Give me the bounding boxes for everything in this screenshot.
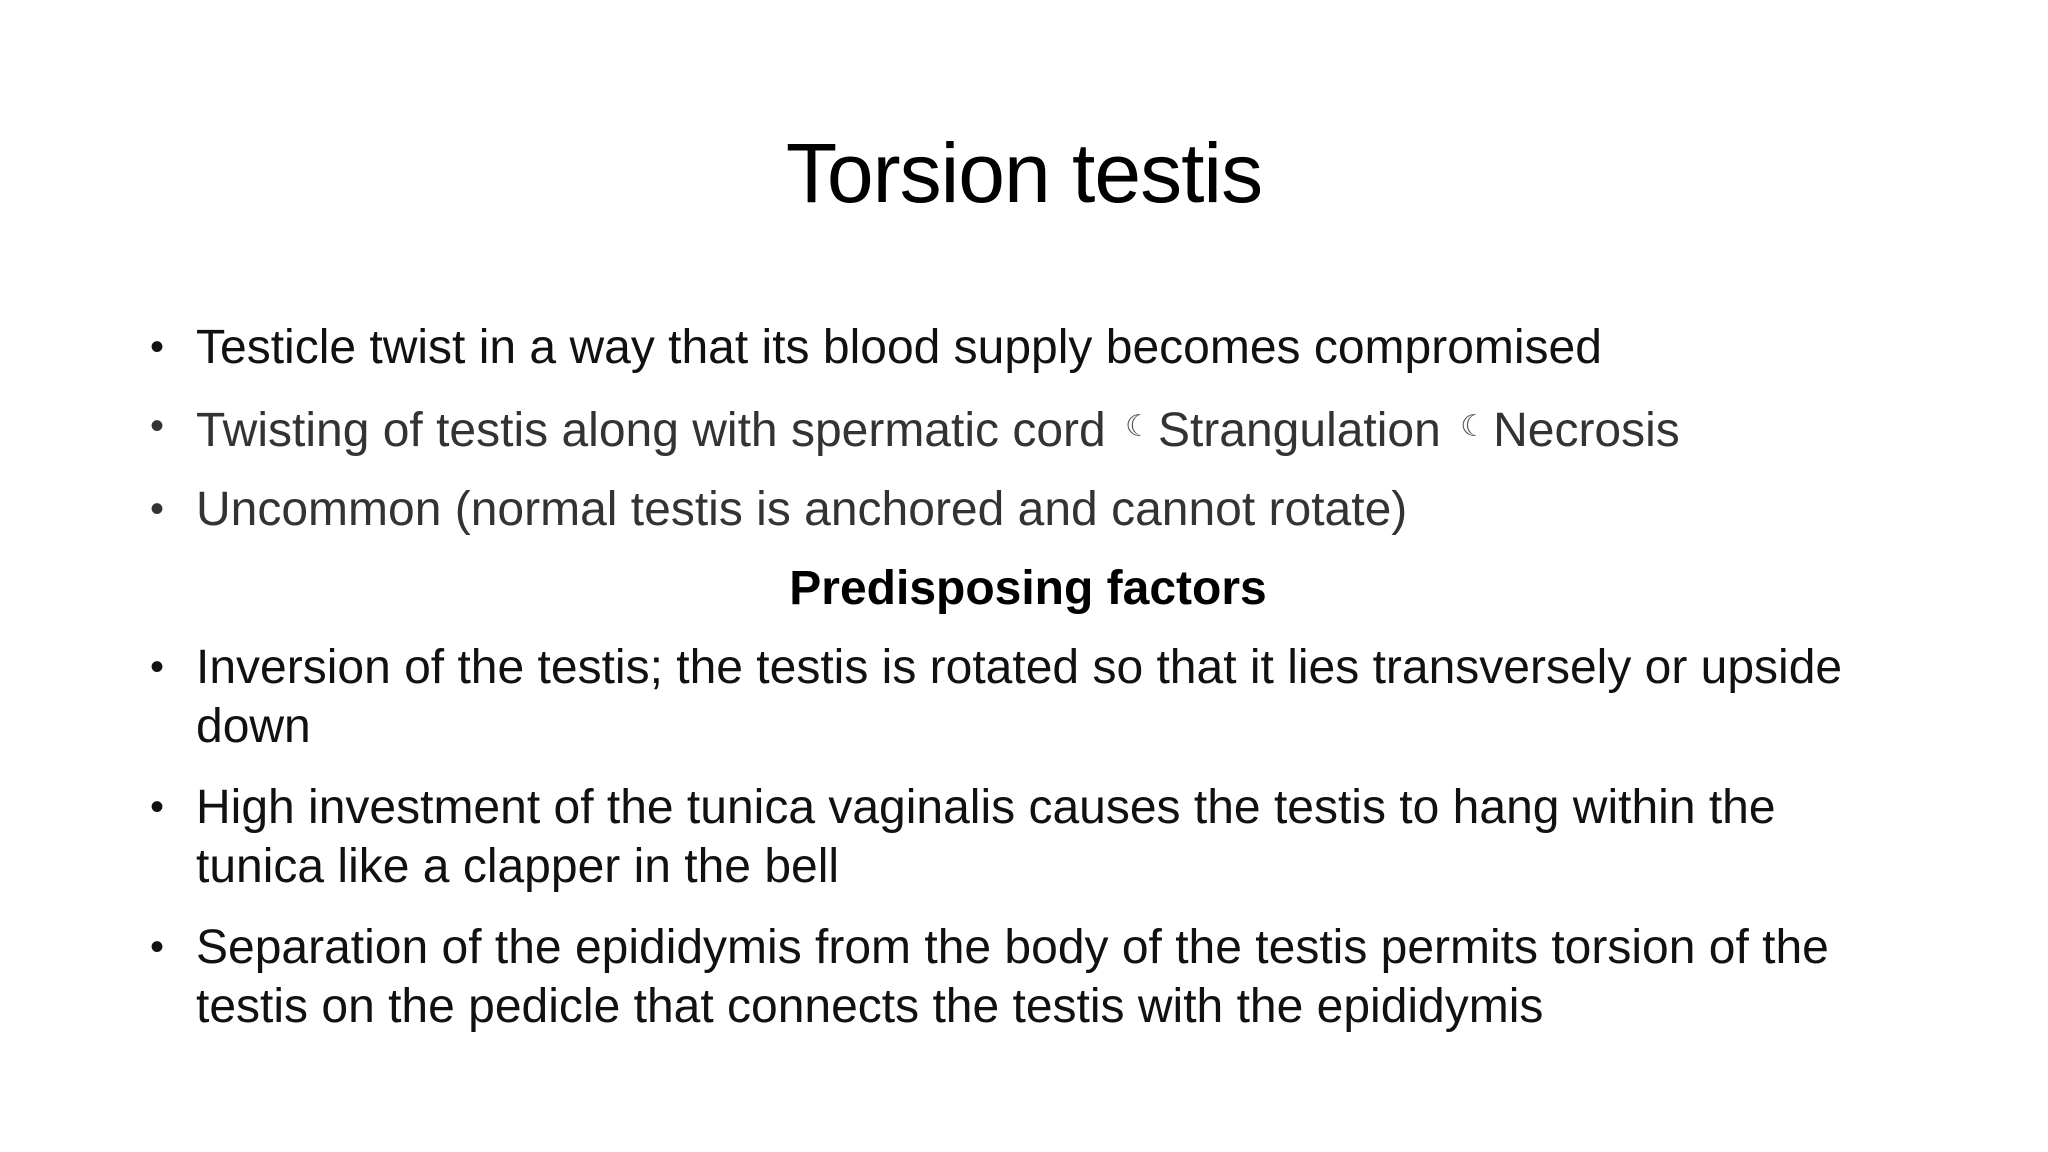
bullet-text: Separation of the epididymis from the body of the testis permits torsion of the testis on the pedicle that connects the testis with the epididymis: [196, 921, 1829, 1033]
bullet-item: [148, 318, 1908, 377]
bullet-item: [148, 638, 1908, 756]
bullet-icon: •: [150, 487, 165, 531]
bullet-text: Strangulation: [1157, 404, 1441, 457]
bullet-text: Uncommon (normal testis is anchored and cannot rotate): [196, 483, 1408, 536]
bullet-item: [148, 397, 1908, 460]
bullet-icon: •: [150, 645, 165, 689]
bullet-text: Inversion of the testis; the testis is rotated so that it lies transversely or upside down: [196, 641, 1843, 753]
bullet-item: [148, 918, 1908, 1036]
bullet-item: [148, 480, 1908, 539]
slide-content: [148, 318, 1908, 1036]
moon-arrow-icon: ☾: [1460, 410, 1488, 443]
bullet-text: Testicle twist in a way that its blood supply becomes compromised: [196, 321, 1602, 374]
bullet-icon: •: [150, 785, 165, 829]
bullet-text: Twisting of testis along with spermatic cord: [196, 404, 1106, 457]
bullet-item: [148, 778, 1908, 896]
bullet-icon: •: [150, 404, 165, 448]
section-heading: Predisposing factors: [789, 562, 1267, 615]
bullet-text: High investment of the tunica vaginalis causes the testis to hang within the tunica like a clapper in the bell: [196, 781, 1776, 893]
bullet-icon: •: [150, 925, 165, 969]
bullet-text: Necrosis: [1493, 404, 1680, 457]
slide-title: Torsion testis: [785, 126, 1263, 220]
moon-arrow-icon: ☾: [1125, 410, 1152, 443]
bullet-icon: •: [150, 325, 165, 369]
